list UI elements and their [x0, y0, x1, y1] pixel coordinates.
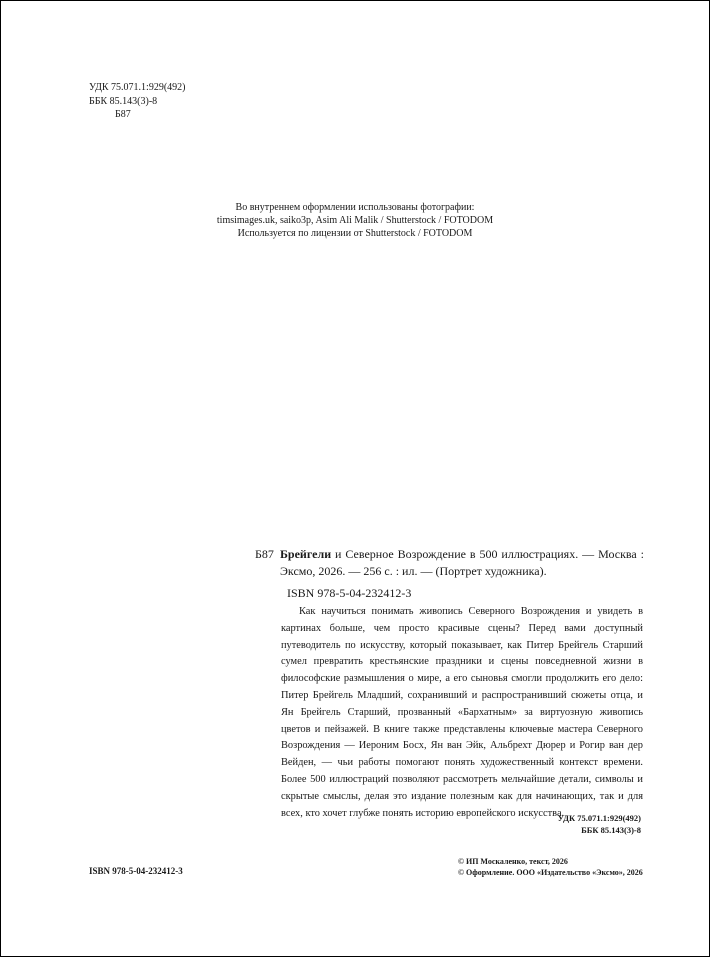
- author-mark: Б87: [115, 109, 131, 120]
- credits-line-3: Используется по лицензии от Shutterstock / FOTODOM: [237, 228, 473, 239]
- entry-title-bold: Брейгели: [280, 547, 332, 561]
- entry-heading: [280, 546, 644, 580]
- annotation-text: Как научиться понимать живопись Северного Возрождения и увидеть в картинах больше, чем просто красивые сцены? Перед вами доступный путеводитель по искусству, который показывает, как Питер Брейгель Старший сумел превратить крестьянские праздники и сцены повседневной жизни в философские размышления о мире, а его сыновья смогли продолжить его дело: Питер Брейгель Младший, сохранивший и распространивший сюжеты отца, и Ян Брейгель Старший, прозванный «Бархатным» за виртуозную живопись цветов и пейзажей. В книге также представлены ключевые мастера Северного Возрождения — Иероним Босх, Ян ван Эйк, Альбрехт Дюрер и Рогир ван дер Вейден, — чьи работы помогают понять художественный контекст времени. Более 500 иллюстраций позволяют рассмотреть мельчайшие детали, символы и скрытые смыслы, делая это издание полезным как для начинающих, так и для всех, кто хочет глубже понять историю европейского искусства.: [281, 606, 643, 819]
- entry-title-rest: и Северное Возрождение в 500 иллюстрациях. — Москва : Эксмо, 2026. — 256 с. : ил. — (Портрет художника).: [280, 547, 644, 578]
- copyright-design: © Оформление. ООО «Издательство «Эксмо», 2026: [458, 868, 643, 877]
- classification-block: [89, 81, 186, 122]
- copyright-text: © ИП Москаленко, текст, 2026: [458, 857, 568, 866]
- entry-code: Б87: [255, 547, 274, 561]
- bbk-code: ББК 85.143(3)-8: [89, 95, 158, 107]
- udk-code: УДК 75.071.1:929(492): [89, 82, 186, 93]
- entry-bbk: ББК 85.143(3)-8: [581, 825, 641, 835]
- credits-line-2: timsimages.uk, saiko3p, Asim Ali Malik / Shutterstock / FOTODOM: [216, 215, 494, 226]
- entry-isbn: ISBN 978-5-04-232412-3: [287, 586, 412, 600]
- copyright-block: [458, 856, 643, 878]
- photo-credits: [0, 201, 710, 240]
- footer-isbn: ISBN 978-5-04-232412-3: [89, 866, 183, 876]
- entry-classification: [455, 812, 641, 836]
- credits-line-1: Во внутреннем оформлении использованы фотографии:: [235, 202, 475, 213]
- entry-udk: УДК 75.071.1:929(492): [557, 813, 641, 823]
